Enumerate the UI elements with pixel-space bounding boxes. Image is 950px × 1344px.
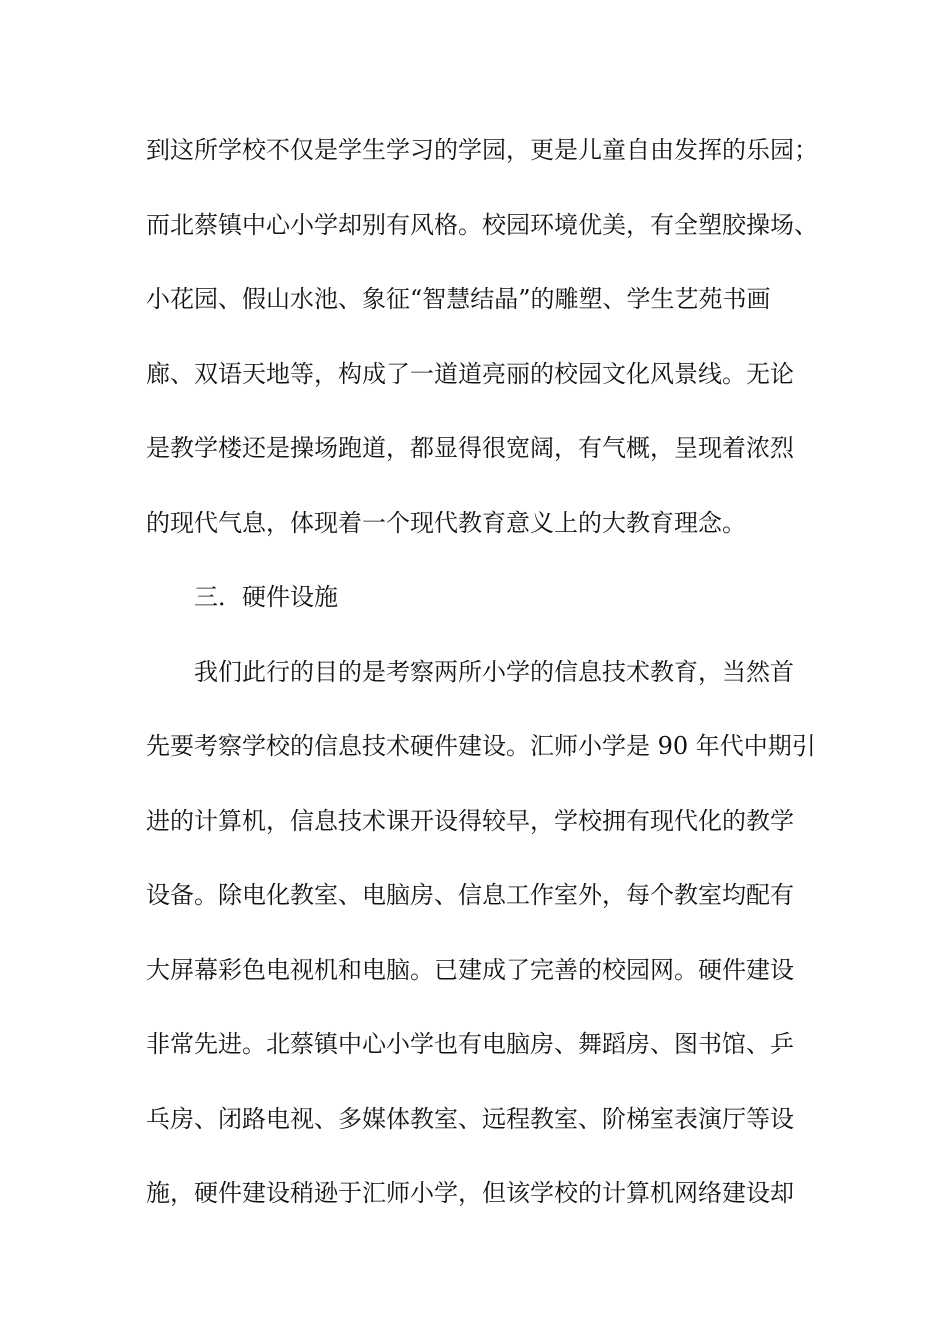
section-heading: 三．硬件设施 xyxy=(194,583,338,611)
text-line: 施，硬件建设稍逊于汇师小学，但该学校的计算机网络建设却 xyxy=(146,1179,794,1207)
text-line: 而北蔡镇中心小学却别有风格。校园环境优美，有全塑胶操场、 xyxy=(146,210,818,239)
text-line: 乓房、闭路电视、多媒体教室、远程教室、阶梯室表演厅等设 xyxy=(146,1104,794,1133)
text-line: 进的计算机，信息技术课开设得较早，学校拥有现代化的教学 xyxy=(146,806,794,835)
body-text xyxy=(146,126,846,1244)
text-line: 设备。除电化教室、电脑房、信息工作室外，每个教室均配有 xyxy=(146,881,794,909)
text-line: 非常先进。北蔡镇中心小学也有电脑房、舞蹈房、图书馆、乒 xyxy=(146,1030,794,1058)
text-line: 是教学楼还是操场跑道，都显得很宽阔，有气概，呈现着浓烈 xyxy=(146,434,794,462)
text-line: 廊、双语天地等，构成了一道道亮丽的校园文化风景线。无论 xyxy=(146,359,794,388)
text-line: 到这所学校不仅是学生学习的学园，更是儿童自由发挥的乐园； xyxy=(146,136,818,164)
text-line: 的现代气息，体现着一个现代教育意义上的大教育理念。 xyxy=(146,508,746,537)
text-line: 大屏幕彩色电视机和电脑。已建成了完善的校园网。硬件建设 xyxy=(146,955,794,984)
text-line: 先要考察学校的信息技术硬件建设。汇师小学是 90 年代中期引 xyxy=(146,732,816,760)
text-line: 我们此行的目的是考察两所小学的信息技术教育，当然首 xyxy=(194,657,794,686)
text-line: 小花园、假山水池、象征“智慧结晶”的雕塑、学生艺苑书画 xyxy=(146,285,771,313)
